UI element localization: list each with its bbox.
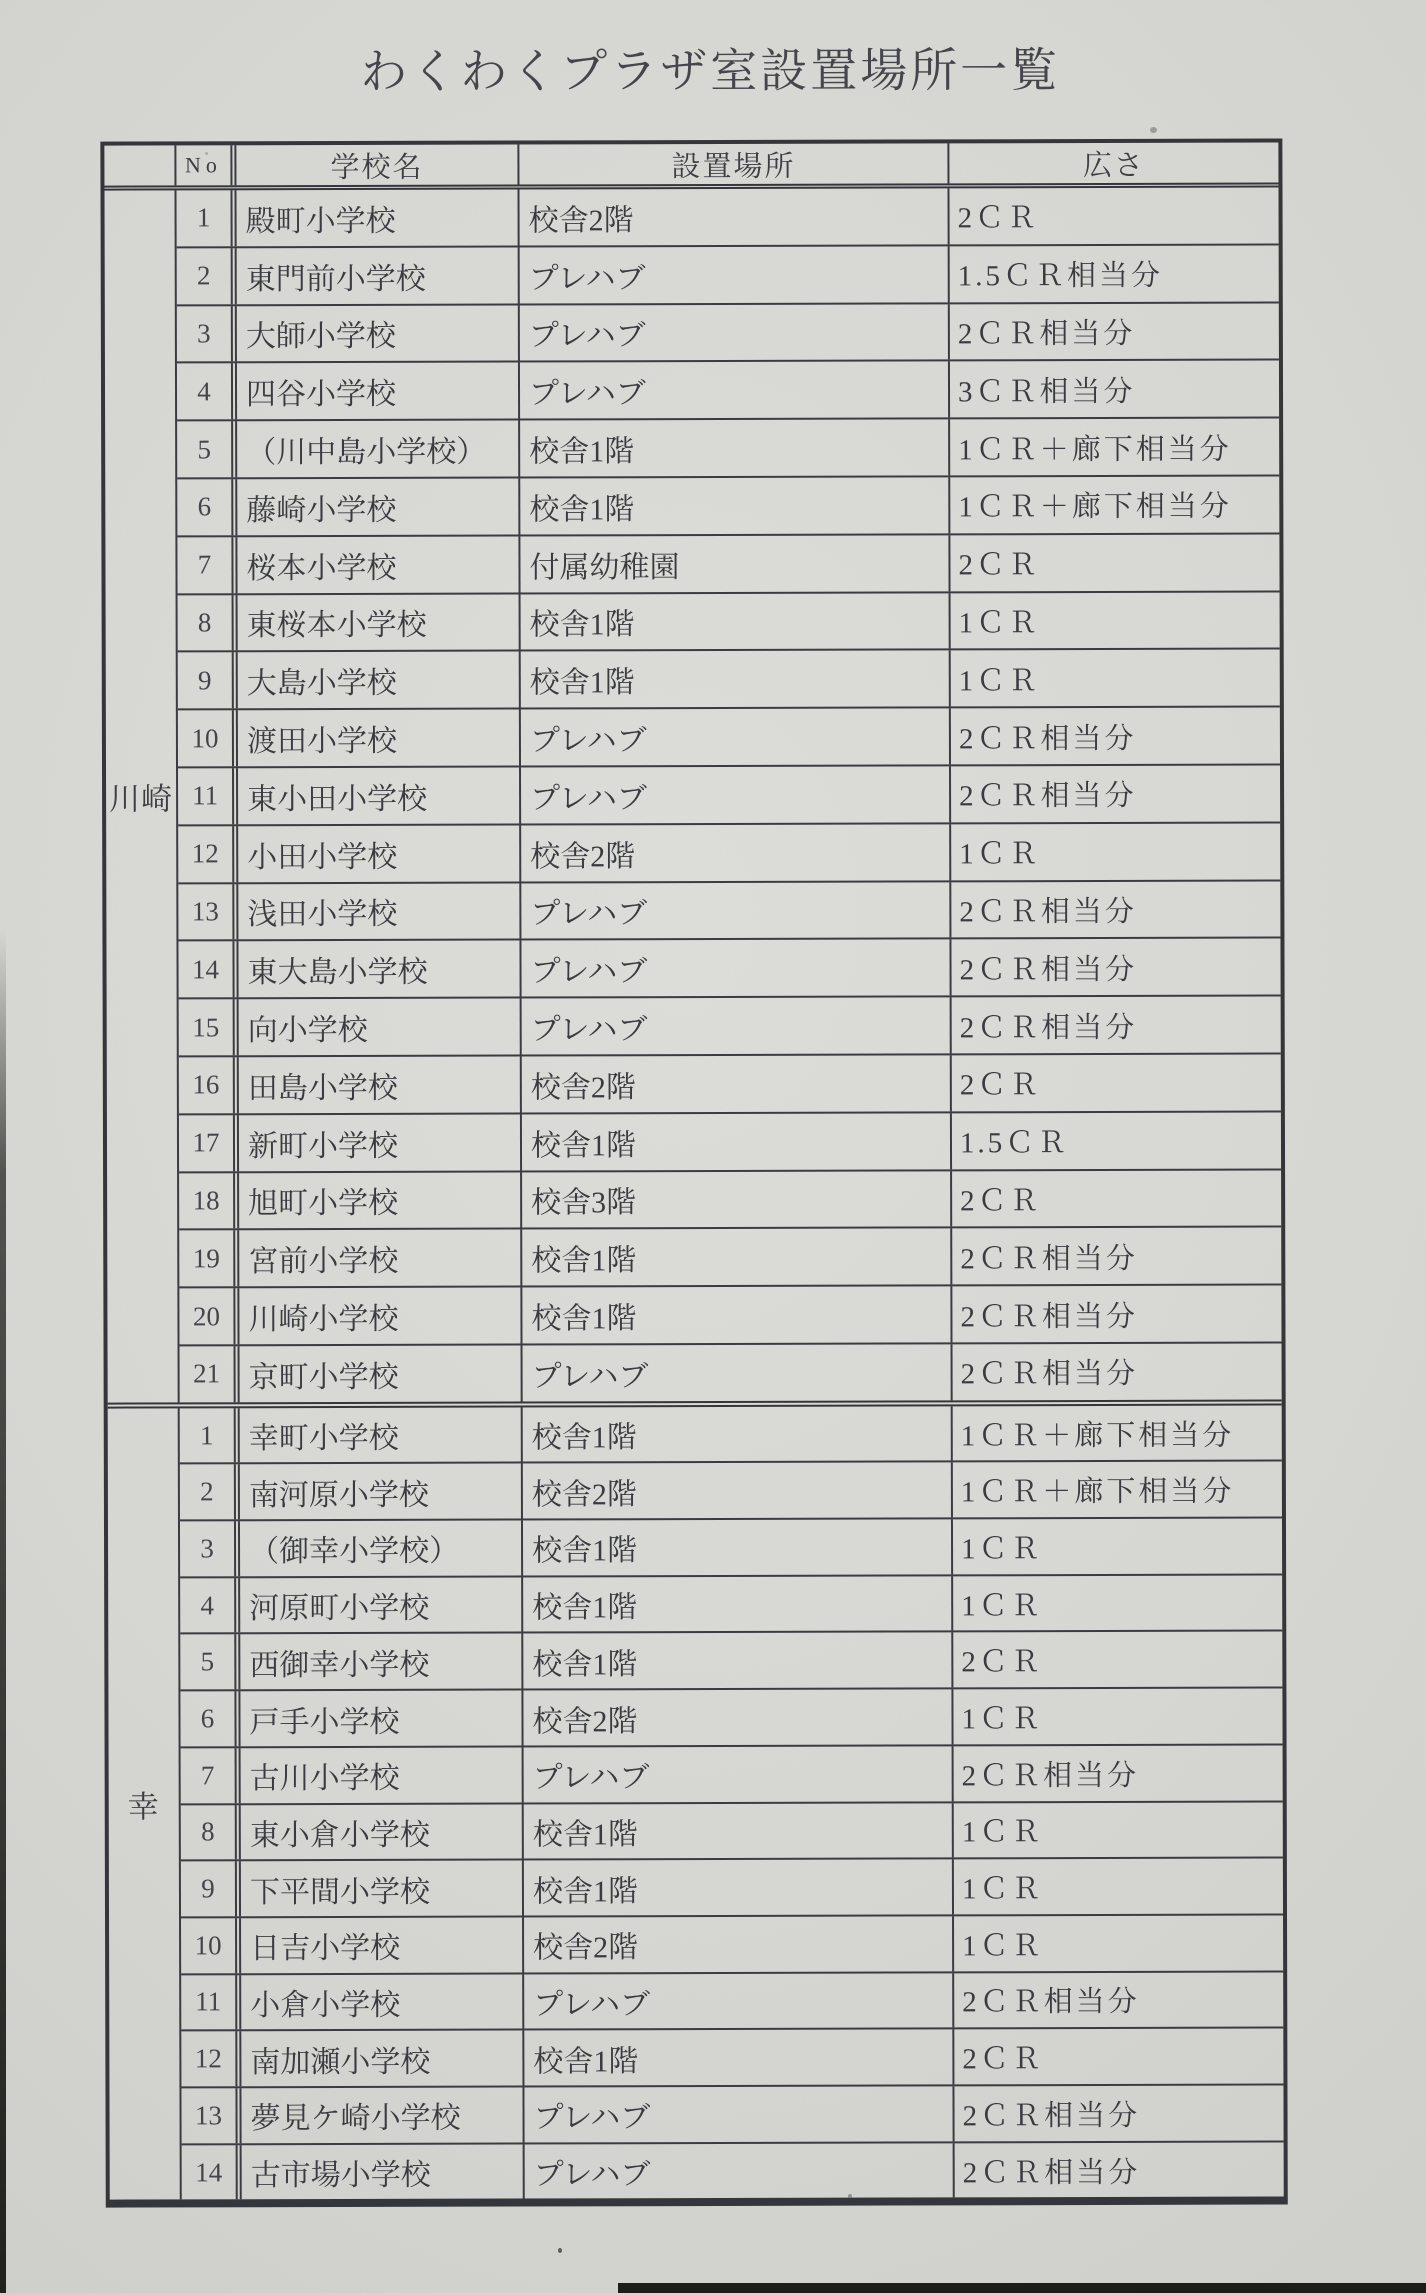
room-size: 1ＣＲ	[961, 1816, 1044, 1849]
installation-location: 校舎1階	[520, 477, 950, 534]
installation-location: プレハブ	[524, 2086, 954, 2142]
room-size: 2ＣＲ	[958, 549, 1041, 582]
row-number: 10	[178, 710, 238, 766]
table-row	[180, 1632, 1282, 1692]
installation-location: 校舎1階	[524, 1860, 954, 1916]
table-row	[180, 1462, 1282, 1522]
row-number: 6	[180, 1691, 240, 1746]
table-row	[177, 245, 1279, 306]
school-name: 東大島小学校	[238, 941, 521, 998]
group-rows-kawasaki	[176, 188, 1281, 1403]
installation-location: 校舎2階	[523, 1690, 953, 1746]
col-header-location: 設置場所	[519, 143, 949, 184]
room-size: 1ＣＲ＋廊下相当分	[958, 491, 1232, 524]
row-number: 1	[180, 1408, 240, 1463]
row-number: 9	[181, 1861, 241, 1916]
col-header-no: No	[176, 145, 236, 185]
scan-speck	[848, 2194, 852, 2198]
table-row	[179, 1054, 1281, 1115]
table-row	[178, 881, 1280, 942]
installation-location: 校舎1階	[524, 1803, 954, 1859]
installation-location: 校舎1階	[523, 1406, 953, 1462]
table-row	[181, 1802, 1283, 1862]
row-number: 12	[181, 2032, 241, 2087]
col-header-size: 広さ	[1082, 149, 1145, 182]
table-row	[179, 1112, 1281, 1173]
group-label-kawasaki: 川崎	[104, 190, 179, 1402]
installation-location: 校舎2階	[523, 1463, 953, 1519]
table-row	[180, 1689, 1282, 1749]
installation-location: プレハブ	[520, 304, 950, 361]
school-name: 河原町小学校	[240, 1577, 523, 1632]
row-number: 5	[180, 1635, 240, 1690]
scan-speck	[558, 2248, 562, 2253]
row-number: 2	[177, 248, 237, 304]
room-size: 3ＣＲ相当分	[957, 375, 1136, 409]
school-name: 藤崎小学校	[237, 478, 520, 535]
table-row	[182, 2142, 1284, 2200]
school-name: （川中島小学校）	[237, 421, 520, 478]
school-name: 向小学校	[239, 999, 522, 1056]
room-size: 2ＣＲ	[961, 1646, 1043, 1679]
table-row	[178, 939, 1280, 1000]
school-name: 古川小学校	[241, 1747, 524, 1802]
room-size: 2ＣＲ相当分	[959, 953, 1138, 987]
table-row	[177, 303, 1279, 364]
table-row	[178, 592, 1280, 653]
room-size: 2ＣＲ相当分	[961, 1759, 1140, 1793]
row-number: 11	[178, 768, 238, 824]
room-size: 1.5ＣＲ相当分	[957, 260, 1164, 293]
installation-location: プレハブ	[521, 882, 951, 939]
school-name: 西御幸小学校	[240, 1634, 523, 1689]
room-size: 2ＣＲ相当分	[957, 317, 1136, 351]
table-row	[181, 1915, 1283, 1975]
row-number: 4	[177, 364, 237, 420]
installation-location: 校舎3階	[522, 1171, 952, 1228]
room-size: 1ＣＲ	[959, 838, 1041, 871]
school-name: 古市場小学校	[242, 2144, 525, 2199]
row-number: 5	[177, 421, 237, 477]
school-name: 四谷小学校	[237, 363, 520, 420]
school-name: 渡田小学校	[238, 710, 521, 767]
group-rows-saiwai	[180, 1405, 1284, 2200]
school-name: 浅田小学校	[238, 883, 521, 940]
installation-location: プレハブ	[524, 1746, 954, 1802]
row-number: 7	[181, 1748, 241, 1803]
row-number: 15	[179, 999, 239, 1055]
table-row	[181, 1972, 1283, 2032]
installation-location: 校舎2階	[522, 1055, 952, 1112]
table-row	[179, 1170, 1281, 1231]
col-header-ward	[104, 145, 176, 185]
installation-location: プレハブ	[520, 362, 950, 419]
installation-location: 校舎2階	[524, 1916, 954, 1972]
room-size: 2ＣＲ相当分	[962, 2099, 1141, 2133]
row-number: 2	[180, 1465, 240, 1520]
room-size: 2ＣＲ相当分	[960, 1358, 1139, 1391]
school-name: 日吉小学校	[241, 1917, 524, 1972]
installation-location: 校舎1階	[522, 1113, 952, 1170]
scan-edge-bottom	[618, 2283, 1426, 2293]
school-name: 南河原小学校	[240, 1464, 523, 1519]
room-size: 1ＣＲ	[961, 1873, 1044, 1906]
room-size: 1ＣＲ＋廊下相当分	[958, 433, 1232, 466]
row-number: 12	[178, 826, 238, 882]
table-row	[178, 823, 1280, 884]
room-size: 1ＣＲ	[961, 1589, 1043, 1622]
col-header-school: 学校名	[236, 145, 519, 186]
room-size: 2ＣＲ相当分	[959, 895, 1137, 929]
table-row	[181, 1859, 1283, 1919]
row-number: 13	[178, 884, 238, 940]
room-size: 1ＣＲ＋廊下相当分	[960, 1475, 1235, 1509]
room-size: 2ＣＲ	[960, 1185, 1042, 1218]
installation-location: プレハブ	[520, 246, 950, 303]
installation-location: プレハブ	[521, 709, 951, 766]
school-name: 殿町小学校	[236, 190, 519, 247]
school-name: 幸町小学校	[240, 1407, 523, 1462]
school-name: 桜本小学校	[237, 536, 520, 593]
row-number: 9	[178, 653, 238, 709]
room-size: 1ＣＲ	[958, 607, 1041, 640]
row-number: 7	[177, 537, 237, 593]
ward-group-kawasaki	[104, 188, 1281, 1403]
school-name: 東門前小学校	[237, 247, 520, 304]
row-number: 19	[179, 1231, 239, 1287]
table-row	[177, 419, 1279, 480]
installation-location: プレハブ	[522, 998, 952, 1055]
table-row	[177, 534, 1279, 595]
row-number: 13	[181, 2088, 241, 2143]
room-size: 2ＣＲ相当分	[959, 1011, 1138, 1044]
installation-location: プレハブ	[521, 766, 951, 823]
room-size: 1ＣＲ	[961, 1533, 1043, 1566]
row-number: 17	[179, 1115, 239, 1171]
scan-speck	[205, 152, 208, 155]
school-name: 宮前小学校	[239, 1230, 522, 1287]
room-size: 2ＣＲ	[962, 2043, 1044, 2076]
table-row	[180, 1519, 1282, 1579]
installation-location: プレハブ	[525, 2143, 955, 2199]
table-row	[176, 188, 1278, 249]
school-name: 小田小学校	[238, 825, 521, 882]
installation-location: 校舎1階	[522, 1287, 952, 1344]
room-size: 1ＣＲ	[962, 1929, 1044, 1963]
school-name: 夢見ケ崎小学校	[241, 2087, 524, 2142]
table-row	[179, 997, 1281, 1058]
school-name: （御幸小学校）	[240, 1521, 523, 1576]
room-size: 2ＣＲ相当分	[958, 722, 1137, 755]
row-number: 1	[176, 190, 236, 246]
school-name: 川崎小学校	[239, 1288, 522, 1345]
installation-location: 校舎2階	[519, 188, 949, 245]
row-number: 3	[177, 306, 237, 362]
group-label-saiwai: 幸	[108, 1408, 182, 2200]
room-size: 1ＣＲ	[958, 664, 1041, 698]
school-name: 東小倉小学校	[241, 1804, 524, 1859]
table-row	[181, 1745, 1283, 1805]
installation-location: プレハブ	[523, 1344, 953, 1401]
table-row	[180, 1405, 1282, 1465]
room-size: 2ＣＲ相当分	[962, 2156, 1141, 2189]
school-name: 新町小学校	[239, 1114, 522, 1171]
installation-location: プレハブ	[521, 940, 951, 997]
row-number: 8	[178, 595, 238, 651]
room-size: 2ＣＲ相当分	[960, 1242, 1138, 1276]
installation-location: 校舎1階	[521, 593, 951, 650]
row-number: 14	[178, 942, 238, 998]
row-number: 14	[182, 2145, 242, 2200]
school-name: 大島小学校	[238, 652, 521, 709]
table-row	[178, 765, 1280, 826]
school-name: 大師小学校	[237, 305, 520, 362]
installation-location: 校舎2階	[521, 824, 951, 881]
room-size: 2ＣＲ相当分	[960, 1300, 1139, 1333]
ward-group-saiwai	[108, 1399, 1284, 2200]
installation-location: 校舎1階	[524, 2030, 954, 2086]
installation-location: 校舎1階	[520, 420, 950, 477]
installation-location: プレハブ	[524, 1973, 954, 2029]
installation-location: 校舎1階	[522, 1229, 952, 1286]
scan-speck	[1150, 127, 1157, 133]
room-size: 2ＣＲ相当分	[959, 780, 1137, 813]
row-number: 11	[181, 1975, 241, 2030]
installation-location: 校舎1階	[523, 1519, 953, 1575]
table-row	[180, 1575, 1282, 1635]
school-name: 小倉小学校	[241, 1974, 524, 2029]
row-number: 21	[180, 1346, 240, 1402]
room-size: 2ＣＲ相当分	[962, 1986, 1140, 2019]
table-row	[181, 2029, 1283, 2089]
placement-table	[100, 139, 1287, 2208]
school-name: 下平間小学校	[241, 1861, 524, 1916]
document-title: わくわくプラザ室設置場所一覧	[360, 45, 1061, 99]
table-header-row	[104, 143, 1278, 191]
table-row	[179, 1286, 1281, 1347]
installation-location: 校舎1階	[523, 1633, 953, 1689]
table-row	[181, 2085, 1283, 2145]
row-number: 3	[180, 1521, 240, 1576]
room-size: 1.5ＣＲ	[959, 1127, 1070, 1160]
school-name: 田島小学校	[239, 1056, 522, 1113]
school-name: 戸手小学校	[240, 1691, 523, 1746]
installation-location: 校舎1階	[521, 651, 951, 708]
row-number: 16	[179, 1057, 239, 1113]
school-name: 南加瀬小学校	[241, 2031, 524, 2086]
school-name: 京町小学校	[240, 1345, 523, 1402]
table-row	[177, 361, 1279, 422]
room-size: 2ＣＲ	[957, 202, 1040, 235]
table-row	[178, 650, 1280, 711]
installation-location: 校舎1階	[523, 1576, 953, 1632]
table-row	[178, 708, 1280, 769]
room-size: 2ＣＲ	[959, 1069, 1042, 1102]
row-number: 6	[177, 479, 237, 535]
row-number: 8	[181, 1805, 241, 1860]
table-row	[179, 1228, 1281, 1289]
row-number: 4	[180, 1578, 240, 1633]
installation-location: 付属幼稚園	[520, 535, 950, 592]
table-row	[180, 1343, 1282, 1402]
room-size: 1ＣＲ	[961, 1703, 1044, 1736]
school-name: 東桜本小学校	[238, 594, 521, 651]
row-number: 20	[179, 1288, 239, 1344]
scan-edge-left	[0, 930, 6, 2293]
row-number: 10	[181, 1918, 241, 1973]
room-size: 1ＣＲ＋廊下相当分	[960, 1419, 1235, 1452]
row-number: 18	[179, 1173, 239, 1229]
school-name: 旭町小学校	[239, 1172, 522, 1229]
school-name: 東小田小学校	[238, 767, 521, 824]
table-row	[177, 476, 1279, 537]
